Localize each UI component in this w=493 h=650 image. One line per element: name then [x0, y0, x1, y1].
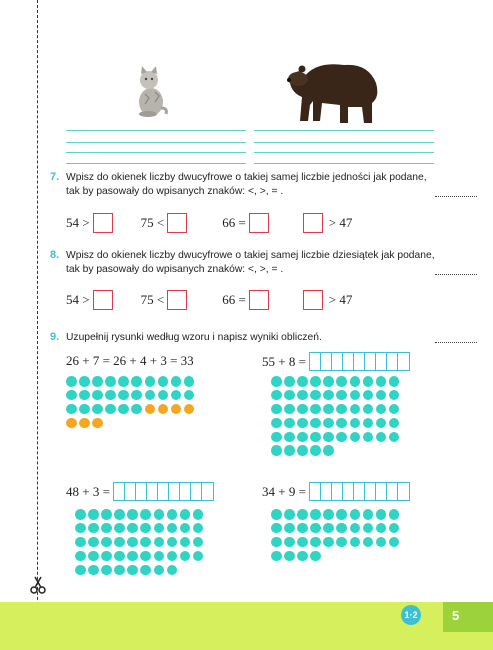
teal-dot [75, 537, 86, 548]
task7-number: 7. [50, 171, 60, 183]
problem-3 [262, 482, 410, 501]
grid-cell[interactable] [136, 483, 147, 500]
teal-dot [145, 390, 156, 401]
teal-dot [323, 509, 334, 520]
orange-dot [158, 404, 169, 415]
grid-cell[interactable] [398, 353, 409, 370]
grid-cell[interactable] [354, 353, 365, 370]
teal-dot [101, 509, 112, 520]
teal-dot [284, 432, 295, 443]
teal-dot [101, 565, 112, 576]
teal-dot [114, 551, 125, 562]
teal-dot [336, 509, 347, 520]
teal-dot [284, 390, 295, 401]
teal-dot [323, 537, 334, 548]
teal-dot [350, 404, 361, 415]
task8-item-4: > 47 [328, 292, 353, 307]
task8-row [66, 290, 352, 310]
teal-dot [297, 523, 308, 534]
teal-dot [336, 418, 347, 429]
grid-cell[interactable] [180, 483, 191, 500]
answer-box[interactable] [167, 213, 187, 233]
teal-dot [180, 523, 191, 534]
teal-dot [271, 509, 282, 520]
grid-cell[interactable] [114, 483, 125, 500]
teal-dot [323, 523, 334, 534]
scissors-icon [29, 576, 47, 594]
teal-dot [376, 432, 387, 443]
teal-dot [79, 404, 90, 415]
problem-2-label: 48 + 3 = [66, 483, 110, 499]
teal-dot [171, 376, 182, 387]
answer-box[interactable] [303, 290, 323, 310]
teal-dot [167, 509, 178, 520]
teal-dot [389, 376, 400, 387]
teal-dot [271, 390, 282, 401]
problem-1-dots [271, 376, 399, 459]
teal-dot [363, 537, 374, 548]
example-equation: 26 + 7 = 26 + 4 + 3 = 33 [66, 353, 194, 368]
answer-grid[interactable] [309, 352, 410, 371]
task9-number: 9. [50, 331, 60, 343]
answer-box[interactable] [249, 290, 269, 310]
task7-line2: tak by pasowały do wpisanych znaków: <, >, = . [66, 186, 284, 197]
teal-dot [158, 390, 169, 401]
teal-dot [389, 537, 400, 548]
teal-dot [336, 432, 347, 443]
teal-dot [167, 551, 178, 562]
teal-dot [167, 565, 178, 576]
teal-dot [131, 390, 142, 401]
teal-dot [389, 509, 400, 520]
teal-dot [389, 404, 400, 415]
teal-dot [389, 523, 400, 534]
teal-dot [297, 376, 308, 387]
teal-dot [271, 537, 282, 548]
task8-line1: Wpisz do okienek liczby dwucyfrowe o takiej samej liczbie dziesiątek jak podane, [66, 250, 435, 261]
teal-dot [284, 404, 295, 415]
teal-dot [336, 404, 347, 415]
grid-cell[interactable] [158, 483, 169, 500]
teal-dot [389, 432, 400, 443]
teal-dot [323, 432, 334, 443]
grid-cell[interactable] [310, 353, 321, 370]
answer-box[interactable] [93, 213, 113, 233]
teal-dot [310, 509, 321, 520]
score-line [435, 196, 477, 197]
orange-dot [92, 418, 103, 429]
grid-cell[interactable] [169, 483, 180, 500]
teal-dot [114, 523, 125, 534]
teal-dot [193, 537, 204, 548]
teal-dot [92, 404, 103, 415]
grid-cell[interactable] [365, 353, 376, 370]
teal-dot [350, 418, 361, 429]
task8-line2: tak by pasowały do wpisanych znaków: <, >, = . [66, 264, 284, 275]
teal-dot [88, 551, 99, 562]
teal-dot [131, 404, 142, 415]
teal-dot [310, 551, 321, 562]
teal-dot [310, 432, 321, 443]
teal-dot [88, 509, 99, 520]
orange-dot [66, 418, 77, 429]
teal-dot [297, 418, 308, 429]
teal-dot [193, 551, 204, 562]
task8-item-3: 66 = [222, 292, 246, 307]
task8-instruction [66, 249, 446, 277]
score-line [435, 274, 477, 275]
teal-dot [154, 523, 165, 534]
teal-dot [75, 509, 86, 520]
orange-dot [79, 418, 90, 429]
answer-grid[interactable] [113, 482, 214, 501]
teal-dot [389, 418, 400, 429]
teal-dot [184, 390, 195, 401]
teal-dot [118, 390, 129, 401]
answer-box[interactable] [93, 290, 113, 310]
teal-dot [271, 432, 282, 443]
teal-dot [323, 376, 334, 387]
bear-image [286, 55, 382, 127]
teal-dot [127, 537, 138, 548]
teal-dot [140, 537, 151, 548]
teal-dot [193, 509, 204, 520]
teal-dot [127, 565, 138, 576]
task7-item-3: 66 = [222, 215, 246, 230]
teal-dot [79, 390, 90, 401]
teal-dot [297, 445, 308, 456]
teal-dot [114, 509, 125, 520]
orange-dot [184, 404, 195, 415]
task8-item-1: 54 > [66, 292, 90, 307]
teal-dot [310, 418, 321, 429]
teal-dot [297, 537, 308, 548]
teal-dot [88, 523, 99, 534]
teal-dot [310, 376, 321, 387]
problem-3-dots [271, 509, 399, 565]
teal-dot [154, 509, 165, 520]
example-dots [66, 376, 194, 432]
teal-dot [336, 390, 347, 401]
teal-dot [271, 404, 282, 415]
teal-dot [127, 551, 138, 562]
teal-dot [180, 551, 191, 562]
grid-cell[interactable] [321, 353, 332, 370]
answer-box[interactable] [303, 213, 323, 233]
teal-dot [171, 390, 182, 401]
answer-grid[interactable] [309, 482, 410, 501]
teal-dot [193, 523, 204, 534]
teal-dot [376, 376, 387, 387]
teal-dot [284, 509, 295, 520]
teal-dot [140, 551, 151, 562]
teal-dot [75, 565, 86, 576]
teal-dot [284, 537, 295, 548]
grid-cell[interactable] [147, 483, 158, 500]
teal-dot [376, 404, 387, 415]
teal-dot [105, 390, 116, 401]
teal-dot [114, 565, 125, 576]
problem-2-dots [75, 509, 203, 578]
teal-dot [336, 376, 347, 387]
orange-dot [145, 404, 156, 415]
teal-dot [297, 432, 308, 443]
teal-dot [88, 537, 99, 548]
cat-image [133, 64, 169, 118]
teal-dot [350, 432, 361, 443]
teal-dot [376, 509, 387, 520]
teal-dot [140, 523, 151, 534]
teal-dot [66, 390, 77, 401]
task9-instruction: Uzupełnij rysunki według wzoru i napisz wyniki obliczeń. [66, 332, 322, 343]
teal-dot [336, 523, 347, 534]
teal-dot [101, 523, 112, 534]
teal-dot [105, 376, 116, 387]
grid-cell[interactable] [343, 483, 354, 500]
teal-dot [363, 404, 374, 415]
teal-dot [105, 404, 116, 415]
cut-line [37, 0, 38, 650]
teal-dot [271, 523, 282, 534]
teal-dot [79, 376, 90, 387]
teal-dot [350, 537, 361, 548]
teal-dot [180, 537, 191, 548]
problem-1-label: 55 + 8 = [262, 353, 306, 369]
teal-dot [297, 390, 308, 401]
teal-dot [114, 537, 125, 548]
teal-dot [75, 523, 86, 534]
teal-dot [310, 404, 321, 415]
teal-dot [284, 523, 295, 534]
teal-dot [140, 509, 151, 520]
grade-badge: 1·2 [401, 605, 421, 625]
page-number: 5 [452, 608, 460, 623]
teal-dot [92, 376, 103, 387]
teal-dot [127, 523, 138, 534]
teal-dot [363, 509, 374, 520]
task8-item-2: 75 < [140, 292, 165, 307]
teal-dot [297, 551, 308, 562]
teal-dot [297, 509, 308, 520]
task7-row [66, 213, 352, 233]
teal-dot [131, 376, 142, 387]
teal-dot [336, 537, 347, 548]
teal-dot [284, 376, 295, 387]
teal-dot [297, 404, 308, 415]
answer-box[interactable] [167, 290, 187, 310]
grid-cell[interactable] [202, 483, 213, 500]
teal-dot [350, 390, 361, 401]
orange-dot [171, 404, 182, 415]
page-number-box [443, 602, 493, 632]
teal-dot [158, 376, 169, 387]
teal-dot [118, 404, 129, 415]
teal-dot [310, 445, 321, 456]
teal-dot [184, 376, 195, 387]
teal-dot [323, 390, 334, 401]
teal-dot [154, 551, 165, 562]
task8-number: 8. [50, 249, 60, 261]
teal-dot [101, 551, 112, 562]
teal-dot [92, 390, 103, 401]
task7-item-4: > 47 [328, 215, 353, 230]
problem-2 [66, 482, 214, 501]
teal-dot [271, 376, 282, 387]
teal-dot [350, 376, 361, 387]
teal-dot [127, 509, 138, 520]
teal-dot [284, 551, 295, 562]
grid-cell[interactable] [321, 483, 332, 500]
grid-cell[interactable] [332, 353, 343, 370]
task7-line1: Wpisz do okienek liczby dwucyfrowe o takiej samej liczbie jedności jak podane, [66, 172, 427, 183]
teal-dot [75, 551, 86, 562]
teal-dot [310, 390, 321, 401]
teal-dot [167, 537, 178, 548]
teal-dot [66, 376, 77, 387]
teal-dot [66, 404, 77, 415]
score-line [435, 342, 477, 343]
teal-dot [118, 376, 129, 387]
teal-dot [363, 376, 374, 387]
grid-cell[interactable] [398, 483, 409, 500]
teal-dot [154, 537, 165, 548]
teal-dot [140, 565, 151, 576]
grid-cell[interactable] [332, 483, 343, 500]
grid-cell[interactable] [376, 353, 387, 370]
grid-cell[interactable] [376, 483, 387, 500]
grid-cell[interactable] [387, 483, 398, 500]
teal-dot [145, 376, 156, 387]
grid-cell[interactable] [310, 483, 321, 500]
problem-3-label: 34 + 9 = [262, 483, 306, 499]
teal-dot [363, 418, 374, 429]
teal-dot [323, 445, 334, 456]
grid-cell[interactable] [354, 483, 365, 500]
teal-dot [271, 418, 282, 429]
teal-dot [88, 565, 99, 576]
grid-cell[interactable] [191, 483, 202, 500]
teal-dot [376, 523, 387, 534]
teal-dot [154, 565, 165, 576]
teal-dot [180, 509, 191, 520]
teal-dot [363, 390, 374, 401]
grid-cell[interactable] [387, 353, 398, 370]
answer-box[interactable] [249, 213, 269, 233]
teal-dot [310, 523, 321, 534]
teal-dot [284, 418, 295, 429]
teal-dot [350, 509, 361, 520]
teal-dot [101, 537, 112, 548]
teal-dot [271, 551, 282, 562]
teal-dot [323, 418, 334, 429]
teal-dot [310, 537, 321, 548]
problem-1 [262, 352, 410, 371]
grid-cell[interactable] [365, 483, 376, 500]
grid-cell[interactable] [343, 353, 354, 370]
teal-dot [363, 432, 374, 443]
teal-dot [350, 523, 361, 534]
task7-instruction [66, 171, 446, 199]
teal-dot [389, 390, 400, 401]
task7-item-2: 75 < [140, 215, 165, 230]
teal-dot [363, 523, 374, 534]
teal-dot [323, 404, 334, 415]
teal-dot [167, 523, 178, 534]
teal-dot [376, 537, 387, 548]
task7-item-1: 54 > [66, 215, 90, 230]
grid-cell[interactable] [125, 483, 136, 500]
teal-dot [376, 390, 387, 401]
teal-dot [284, 445, 295, 456]
teal-dot [271, 445, 282, 456]
teal-dot [376, 418, 387, 429]
